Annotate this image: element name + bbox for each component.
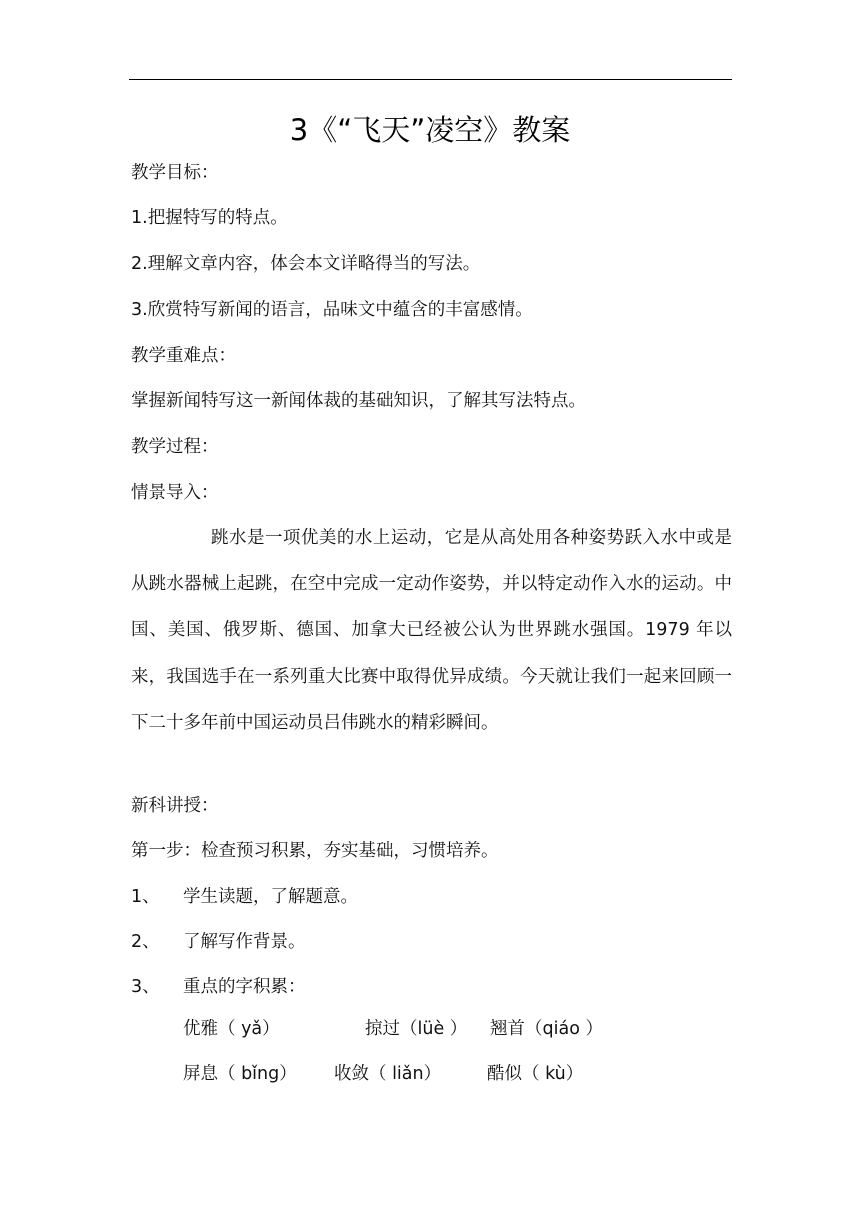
- list-item-text: 学生读题，了解题意。: [183, 887, 358, 907]
- intro-paragraph: 跳水是一项优美的水上运动，它是从高处用各种姿势跃入水中或是从跳水器械上起跳，在空中完成一定动作姿势，并以特定动作入水的运动。中国、美国、俄罗斯、德国、加拿大已经被公认为世界跳水强国。1979 年以来，我国选手在一系列重大比赛中取得优异成绩。今天就让我们一起来回顾一下二十多年前中国运动员吕伟跳水的精彩瞬间。: [131, 528, 732, 733]
- pinyin-entry: 屏息（ bǐng）: [183, 1064, 297, 1084]
- list-item: [131, 929, 306, 955]
- objectives-heading: 教学目标：: [131, 163, 219, 183]
- pinyin-entry: 掠过（lüè ）: [365, 1019, 468, 1039]
- list-item-number: 2、: [131, 932, 160, 952]
- key-points-text: 掌握新闻特写这一新闻体裁的基础知识，了解其写法特点。: [131, 391, 586, 411]
- list-item: [131, 974, 306, 1000]
- document-title: 3《“飞天”凌空》教案: [289, 113, 571, 147]
- pinyin-row-2: [0, 1061, 860, 1087]
- list-item: [131, 884, 358, 910]
- header-rule: [129, 79, 732, 80]
- key-points-heading: 教学重难点：: [131, 346, 236, 366]
- intro-heading: 情景导入：: [131, 483, 219, 503]
- pinyin-row-1: [0, 1016, 860, 1042]
- list-item-number: 3、: [131, 977, 160, 997]
- pinyin-entry: 收敛（ liǎn）: [334, 1064, 442, 1084]
- list-item-text: 重点的字积累：: [183, 977, 306, 997]
- objective-3: 3.欣赏特写新闻的语言，品味文中蕴含的丰富感情。: [131, 300, 533, 320]
- objective-1: 1.把握特写的特点。: [131, 208, 288, 228]
- list-item-number: 1、: [131, 887, 160, 907]
- objective-2: 2.理解文章内容，体会本文详略得当的写法。: [131, 254, 481, 274]
- pinyin-entry: 优雅（ yǎ）: [183, 1019, 280, 1039]
- pinyin-entry: 翘首（qiáo ）: [490, 1019, 603, 1039]
- process-heading: 教学过程：: [131, 437, 219, 457]
- list-item-text: 了解写作背景。: [183, 932, 306, 952]
- new-lesson-heading: 新科讲授：: [131, 796, 219, 816]
- step-1-heading: 第一步：检查预习积累，夯实基础，习惯培养。: [131, 841, 499, 861]
- pinyin-entry: 酷似（ kù）: [487, 1064, 584, 1084]
